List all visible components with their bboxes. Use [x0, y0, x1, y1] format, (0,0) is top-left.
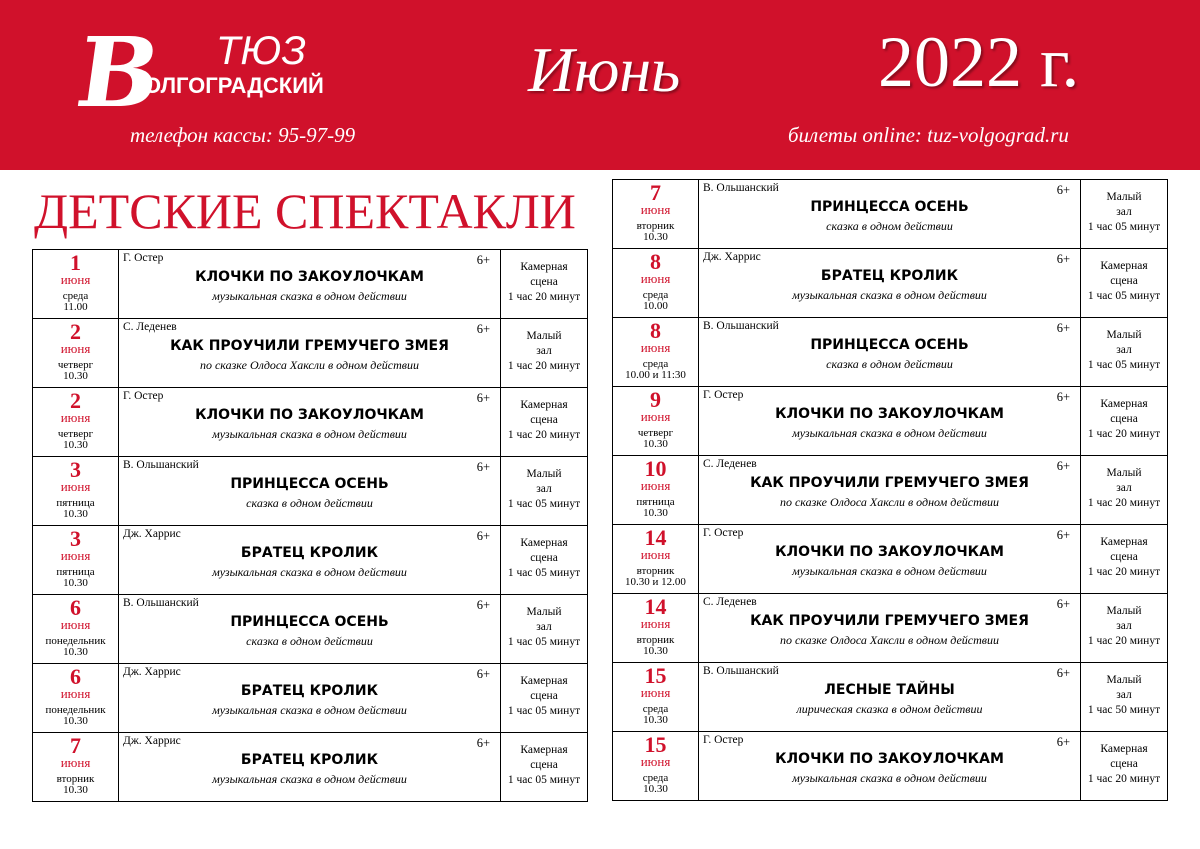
show-title: КЛОЧКИ ПО ЗАКОУЛОЧКАМ: [195, 269, 424, 285]
hall-name-line2: сцена: [1110, 551, 1138, 563]
author: С. Леденев: [123, 321, 177, 333]
age-rating: 6+: [476, 460, 490, 474]
duration: 1 час 20 минут: [1087, 566, 1161, 578]
schedule-row: [612, 180, 1168, 249]
weekday-label: среда: [642, 772, 669, 784]
show-time: 10.00 и 11:30: [625, 369, 686, 381]
author: Г. Остер: [123, 252, 164, 264]
date-cell: [613, 387, 699, 455]
show-title: КАК ПРОУЧИЛИ ГРЕМУЧЕГО ЗМЕЯ: [750, 613, 1029, 629]
date-cell: [33, 664, 119, 732]
age-rating: 6+: [1056, 528, 1070, 542]
hall-name-line1: Камерная: [520, 399, 568, 411]
month-label: июня: [60, 272, 91, 287]
hall-name-line1: Камерная: [520, 537, 568, 549]
show-time: 10.30: [643, 783, 668, 795]
show-info-cell: [119, 595, 501, 663]
show-genre: по сказке Олдоса Хаксли в одном действии: [779, 495, 999, 509]
month-label: июня: [60, 686, 91, 701]
logo-city: ОЛГОГРАДСКИЙ: [144, 73, 324, 98]
schedule-row: [32, 457, 588, 526]
show-info-cell: [699, 456, 1081, 524]
hall-cell: [1081, 318, 1167, 386]
hall-name-line1: Малый: [526, 468, 562, 480]
show-time: 10.30: [643, 507, 668, 519]
weekday-label: пятница: [56, 566, 95, 578]
hall-cell: [501, 388, 587, 456]
show-genre: сказка в одном действии: [246, 496, 373, 510]
weekday-label: среда: [642, 358, 669, 370]
author: Г. Остер: [703, 527, 744, 539]
schedule-row: [612, 732, 1168, 801]
schedule-row: [32, 526, 588, 595]
date-cell: [33, 526, 119, 594]
show-title: КАК ПРОУЧИЛИ ГРЕМУЧЕГО ЗМЕЯ: [170, 338, 449, 354]
date-cell: [613, 732, 699, 800]
show-info-cell: [119, 457, 501, 525]
day-number: 14: [644, 594, 667, 619]
date-cell: [613, 663, 699, 731]
day-number: 7: [70, 733, 81, 758]
hall-name-line1: Малый: [1106, 605, 1142, 617]
show-genre: музыкальная сказка в одном действии: [792, 426, 987, 440]
age-rating: 6+: [1056, 597, 1070, 611]
show-genre: музыкальная сказка в одном действии: [212, 289, 407, 303]
day-number: 8: [650, 318, 661, 343]
author: Дж. Харрис: [123, 528, 181, 540]
hall-name-line2: зал: [536, 345, 552, 357]
month-label: июня: [60, 479, 91, 494]
duration: 1 час 05 минут: [507, 636, 581, 648]
day-number: 7: [650, 180, 661, 205]
show-info-cell: [119, 664, 501, 732]
author: В. Ольшанский: [703, 320, 779, 332]
schedule-row: [32, 595, 588, 664]
show-time: 10.30: [63, 646, 88, 658]
hall-name-line1: Малый: [1106, 467, 1142, 479]
schedule-row: [612, 387, 1168, 456]
month-label: июня: [640, 340, 671, 355]
show-time: 10.30: [63, 577, 88, 589]
month-title: Июнь: [528, 34, 681, 105]
schedule-row: [612, 663, 1168, 732]
date-cell: [613, 594, 699, 662]
show-info-cell: [699, 249, 1081, 317]
logo-letter: В: [70, 16, 168, 129]
show-time: 10.30: [643, 438, 668, 450]
hall-cell: [1081, 732, 1167, 800]
month-label: июня: [640, 202, 671, 217]
date-cell: [33, 250, 119, 318]
author: Г. Остер: [703, 734, 744, 746]
show-info-cell: [699, 525, 1081, 593]
date-cell: [33, 319, 119, 387]
hall-name-line1: Камерная: [520, 744, 568, 756]
weekday-label: четверг: [57, 428, 94, 440]
author: В. Ольшанский: [703, 182, 779, 194]
date-cell: [613, 318, 699, 386]
author: В. Ольшанский: [123, 597, 199, 609]
day-number: 2: [70, 319, 81, 344]
hall-cell: [501, 526, 587, 594]
age-rating: 6+: [1056, 735, 1070, 749]
show-genre: музыкальная сказка в одном действии: [212, 772, 407, 786]
show-info-cell: [119, 319, 501, 387]
hall-name-line2: сцена: [530, 414, 558, 426]
weekday-label: вторник: [636, 634, 675, 646]
day-number: 1: [70, 250, 81, 275]
day-number: 6: [70, 664, 81, 689]
show-title: КЛОЧКИ ПО ЗАКОУЛОЧКАМ: [775, 544, 1004, 560]
show-title: БРАТЕЦ КРОЛИК: [240, 752, 379, 768]
author: Дж. Харрис: [123, 666, 181, 678]
day-number: 6: [70, 595, 81, 620]
duration: 1 час 20 минут: [507, 360, 581, 372]
show-title: КЛОЧКИ ПО ЗАКОУЛОЧКАМ: [775, 406, 1004, 422]
hall-cell: [501, 457, 587, 525]
hall-name-line2: сцена: [530, 276, 558, 288]
author: Г. Остер: [703, 389, 744, 401]
date-cell: [33, 733, 119, 801]
age-rating: 6+: [1056, 252, 1070, 266]
hall-name-line1: Камерная: [1100, 536, 1148, 548]
show-title: ПРИНЦЕССА ОСЕНЬ: [810, 199, 969, 215]
weekday-label: вторник: [636, 220, 675, 232]
day-number: 3: [70, 526, 81, 551]
age-rating: 6+: [476, 667, 490, 681]
age-rating: 6+: [476, 529, 490, 543]
show-info-cell: [699, 663, 1081, 731]
weekday-label: пятница: [636, 496, 675, 508]
duration: 1 час 05 минут: [1087, 359, 1161, 371]
show-title: ПРИНЦЕССА ОСЕНЬ: [810, 337, 969, 353]
cash-phone: телефон кассы: 95-97-99: [130, 123, 356, 147]
show-genre: музыкальная сказка в одном действии: [792, 288, 987, 302]
show-time: 10.30: [643, 714, 668, 726]
hall-cell: [501, 595, 587, 663]
show-info-cell: [699, 594, 1081, 662]
hall-name-line1: Камерная: [1100, 743, 1148, 755]
schedule-row: [32, 388, 588, 457]
month-label: июня: [640, 754, 671, 769]
month-label: июня: [640, 271, 671, 286]
hall-name-line2: сцена: [1110, 758, 1138, 770]
weekday-label: понедельник: [45, 704, 106, 716]
show-time: 10.30: [643, 645, 668, 657]
weekday-label: вторник: [56, 773, 95, 785]
show-info-cell: [119, 388, 501, 456]
hall-name-line2: сцена: [1110, 275, 1138, 287]
date-cell: [613, 249, 699, 317]
show-info-cell: [699, 387, 1081, 455]
show-genre: сказка в одном действии: [826, 219, 953, 233]
schedule-row: [612, 456, 1168, 525]
duration: 1 час 20 минут: [507, 429, 581, 441]
day-number: 9: [650, 387, 661, 412]
hall-cell: [1081, 249, 1167, 317]
author: Дж. Харрис: [703, 251, 761, 263]
author: С. Леденев: [703, 596, 757, 608]
online-tickets: билеты online: tuz-volgograd.ru: [788, 123, 1069, 147]
show-info-cell: [119, 526, 501, 594]
author: Дж. Харрис: [123, 735, 181, 747]
show-title: БРАТЕЦ КРОЛИК: [240, 545, 379, 561]
show-genre: музыкальная сказка в одном действии: [212, 565, 407, 579]
show-time: 10.30: [63, 370, 88, 382]
author: В. Ольшанский: [703, 665, 779, 677]
hall-name-line1: Камерная: [1100, 398, 1148, 410]
schedule-row: [32, 664, 588, 733]
month-label: июня: [60, 410, 91, 425]
hall-name-line2: зал: [536, 621, 552, 633]
show-genre: по сказке Олдоса Хаксли в одном действии: [199, 358, 419, 372]
duration: 1 час 20 минут: [1087, 773, 1161, 785]
date-cell: [613, 180, 699, 248]
date-cell: [613, 525, 699, 593]
day-number: 3: [70, 457, 81, 482]
date-cell: [613, 456, 699, 524]
hall-cell: [1081, 456, 1167, 524]
show-title: ЛЕСНЫЕ ТАЙНЫ: [824, 682, 955, 698]
hall-name-line2: зал: [1116, 482, 1132, 494]
day-number: 8: [650, 249, 661, 274]
author: Г. Остер: [123, 390, 164, 402]
duration: 1 час 05 минут: [1087, 290, 1161, 302]
age-rating: 6+: [476, 322, 490, 336]
schedule-row: [32, 319, 588, 388]
schedule-row: [32, 250, 588, 319]
show-genre: музыкальная сказка в одном действии: [212, 703, 407, 717]
show-info-cell: [699, 732, 1081, 800]
schedule-row: [612, 318, 1168, 387]
weekday-label: четверг: [57, 359, 94, 371]
hall-name-line1: Камерная: [1100, 260, 1148, 272]
hall-cell: [501, 319, 587, 387]
hall-name-line1: Малый: [1106, 674, 1142, 686]
show-title: БРАТЕЦ КРОЛИК: [820, 268, 959, 284]
hall-cell: [501, 664, 587, 732]
show-genre: музыкальная сказка в одном действии: [792, 564, 987, 578]
duration: 1 час 20 минут: [507, 291, 581, 303]
day-number: 2: [70, 388, 81, 413]
duration: 1 час 05 минут: [1087, 221, 1161, 233]
show-info-cell: [699, 318, 1081, 386]
hall-name-line2: зал: [1116, 206, 1132, 218]
age-rating: 6+: [476, 391, 490, 405]
show-title: КЛОЧКИ ПО ЗАКОУЛОЧКАМ: [775, 751, 1004, 767]
schedule-row: [32, 733, 588, 802]
hall-name-line1: Камерная: [520, 261, 568, 273]
hall-name-line2: зал: [1116, 344, 1132, 356]
duration: 1 час 05 минут: [507, 567, 581, 579]
hall-name-line2: зал: [1116, 620, 1132, 632]
weekday-label: четверг: [637, 427, 674, 439]
hall-cell: [1081, 663, 1167, 731]
schedule-left-column: [32, 249, 588, 802]
hall-cell: [501, 733, 587, 801]
year-title: 2022 г.: [878, 22, 1080, 102]
schedule-right-column: [612, 179, 1168, 801]
weekday-label: среда: [642, 703, 669, 715]
hall-name-line2: сцена: [530, 552, 558, 564]
hall-cell: [501, 250, 587, 318]
weekday-label: среда: [642, 289, 669, 301]
duration: 1 час 05 минут: [507, 705, 581, 717]
show-genre: сказка в одном действии: [246, 634, 373, 648]
show-time: 10.30: [643, 231, 668, 243]
hall-name-line1: Малый: [1106, 191, 1142, 203]
show-time: 10.30 и 12.00: [625, 576, 686, 588]
day-number: 15: [644, 663, 667, 688]
duration: 1 час 50 минут: [1087, 704, 1161, 716]
hall-name-line1: Малый: [1106, 329, 1142, 341]
show-time: 10.30: [63, 439, 88, 451]
show-time: 10.00: [643, 300, 668, 312]
month-label: июня: [640, 685, 671, 700]
show-time: 10.30: [63, 784, 88, 796]
month-label: июня: [60, 755, 91, 770]
show-title: БРАТЕЦ КРОЛИК: [240, 683, 379, 699]
hall-cell: [1081, 387, 1167, 455]
month-label: июня: [60, 341, 91, 356]
age-rating: 6+: [1056, 459, 1070, 473]
show-title: ПРИНЦЕССА ОСЕНЬ: [230, 614, 389, 630]
month-label: июня: [640, 409, 671, 424]
date-cell: [33, 388, 119, 456]
show-time: 10.30: [63, 715, 88, 727]
weekday-label: среда: [62, 290, 89, 302]
age-rating: 6+: [1056, 666, 1070, 680]
show-title: ПРИНЦЕССА ОСЕНЬ: [230, 476, 389, 492]
age-rating: 6+: [1056, 183, 1070, 197]
month-label: июня: [60, 617, 91, 632]
show-genre: лирическая сказка в одном действии: [796, 702, 983, 716]
logo-tuz: ТЮЗ: [216, 29, 306, 73]
hall-name-line2: зал: [1116, 689, 1132, 701]
show-title: КЛОЧКИ ПО ЗАКОУЛОЧКАМ: [195, 407, 424, 423]
theatre-logo: [70, 16, 324, 135]
show-info-cell: [119, 733, 501, 801]
section-title: ДЕТСКИЕ СПЕКТАКЛИ: [34, 183, 576, 239]
duration: 1 час 20 минут: [1087, 635, 1161, 647]
weekday-label: пятница: [56, 497, 95, 509]
author: В. Ольшанский: [123, 459, 199, 471]
duration: 1 час 20 минут: [1087, 497, 1161, 509]
month-label: июня: [60, 548, 91, 563]
duration: 1 час 20 минут: [1087, 428, 1161, 440]
show-genre: музыкальная сказка в одном действии: [212, 427, 407, 441]
header-banner: [0, 0, 1200, 170]
day-number: 14: [644, 525, 667, 550]
age-rating: 6+: [476, 598, 490, 612]
weekday-label: вторник: [636, 565, 675, 577]
age-rating: 6+: [1056, 390, 1070, 404]
date-cell: [33, 457, 119, 525]
author: С. Леденев: [703, 458, 757, 470]
month-label: июня: [640, 478, 671, 493]
date-cell: [33, 595, 119, 663]
age-rating: 6+: [1056, 321, 1070, 335]
show-title: КАК ПРОУЧИЛИ ГРЕМУЧЕГО ЗМЕЯ: [750, 475, 1029, 491]
show-genre: по сказке Олдоса Хаксли в одном действии: [779, 633, 999, 647]
month-label: июня: [640, 616, 671, 631]
duration: 1 час 05 минут: [507, 498, 581, 510]
month-label: июня: [640, 547, 671, 562]
hall-name-line1: Малый: [526, 606, 562, 618]
schedule-row: [612, 525, 1168, 594]
show-info-cell: [699, 180, 1081, 248]
schedule-row: [612, 594, 1168, 663]
show-info-cell: [119, 250, 501, 318]
show-genre: музыкальная сказка в одном действии: [792, 771, 987, 785]
schedule-row: [612, 249, 1168, 318]
age-rating: 6+: [476, 736, 490, 750]
hall-name-line2: сцена: [530, 759, 558, 771]
duration: 1 час 05 минут: [507, 774, 581, 786]
hall-name-line1: Камерная: [520, 675, 568, 687]
hall-cell: [1081, 180, 1167, 248]
hall-cell: [1081, 594, 1167, 662]
day-number: 10: [644, 456, 667, 481]
hall-cell: [1081, 525, 1167, 593]
hall-name-line2: зал: [536, 483, 552, 495]
show-time: 10.30: [63, 508, 88, 520]
hall-name-line1: Малый: [526, 330, 562, 342]
hall-name-line2: сцена: [1110, 413, 1138, 425]
show-time: 11.00: [63, 301, 88, 313]
hall-name-line2: сцена: [530, 690, 558, 702]
day-number: 15: [644, 732, 667, 757]
weekday-label: понедельник: [45, 635, 106, 647]
show-genre: сказка в одном действии: [826, 357, 953, 371]
age-rating: 6+: [476, 253, 490, 267]
